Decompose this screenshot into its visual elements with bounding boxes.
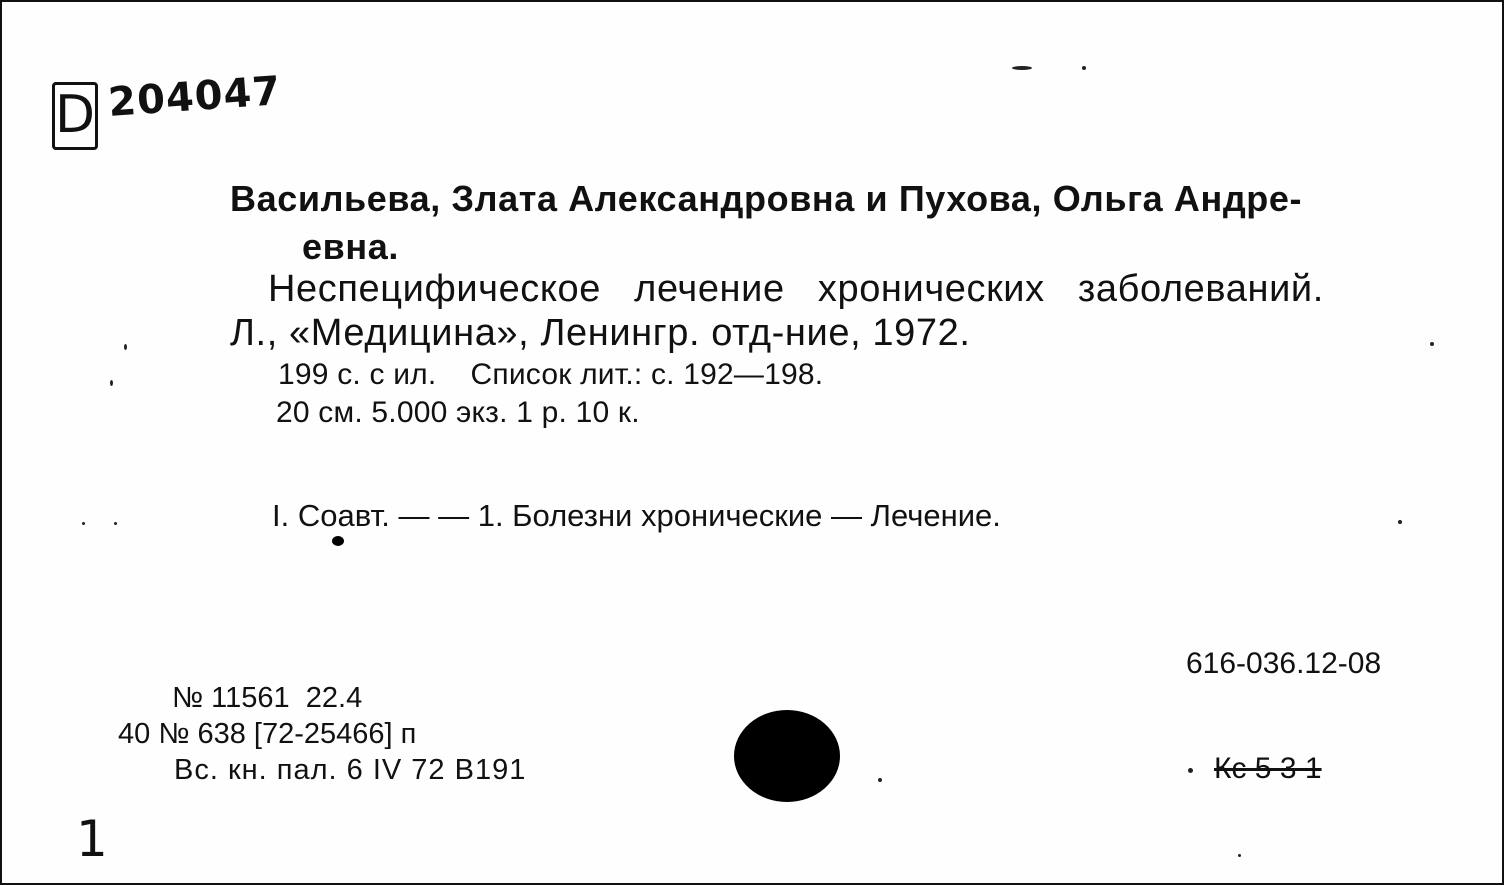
speck [110,380,113,386]
speck [1238,854,1241,857]
classification-number: 616-036.12-08 [1186,647,1382,680]
description-line-2: 20 см. 5.000 экз. 1 р. 10 к. [276,396,640,429]
subject-tracings: I. Соавт. — — 1. Болезни хронические — Лечение. [272,498,1001,533]
handwritten-number: 204047 [106,68,283,126]
footer-line-3: Вс. кн. пал. 6 IV 72 В191 [174,754,527,786]
title-line-1: Неспецифическое лечение хронических заболеваний. [268,268,1324,310]
punch-hole [734,710,840,802]
footer-line-1: № 11561 22.4 [172,682,363,714]
handwritten-page-mark: 1 [76,810,108,868]
speck [878,778,882,782]
author-line-1: Васильева, Злата Александровна и Пухова, Ольга Андре- [230,178,1303,219]
description-line-1: 199 с. с ил. Список лит.: с. 192—198. [278,358,824,391]
speck [82,522,85,525]
speck [114,522,117,525]
footer-line-2: 40 № 638 [72-25466] п [118,718,417,750]
speck [1082,66,1086,70]
boxed-letter: D [52,82,98,150]
ink-spot [332,536,344,546]
speck [1398,520,1402,524]
speck [1430,342,1434,346]
speck [124,344,127,350]
imprint-line: Л., «Медицина», Ленингр. отд-ние, 1972. [230,312,971,354]
speck [1012,66,1032,70]
author-line-2: евна. [302,226,399,267]
speck [1188,768,1193,773]
struck-card-code: Кс 5 3 1 [1214,752,1322,785]
